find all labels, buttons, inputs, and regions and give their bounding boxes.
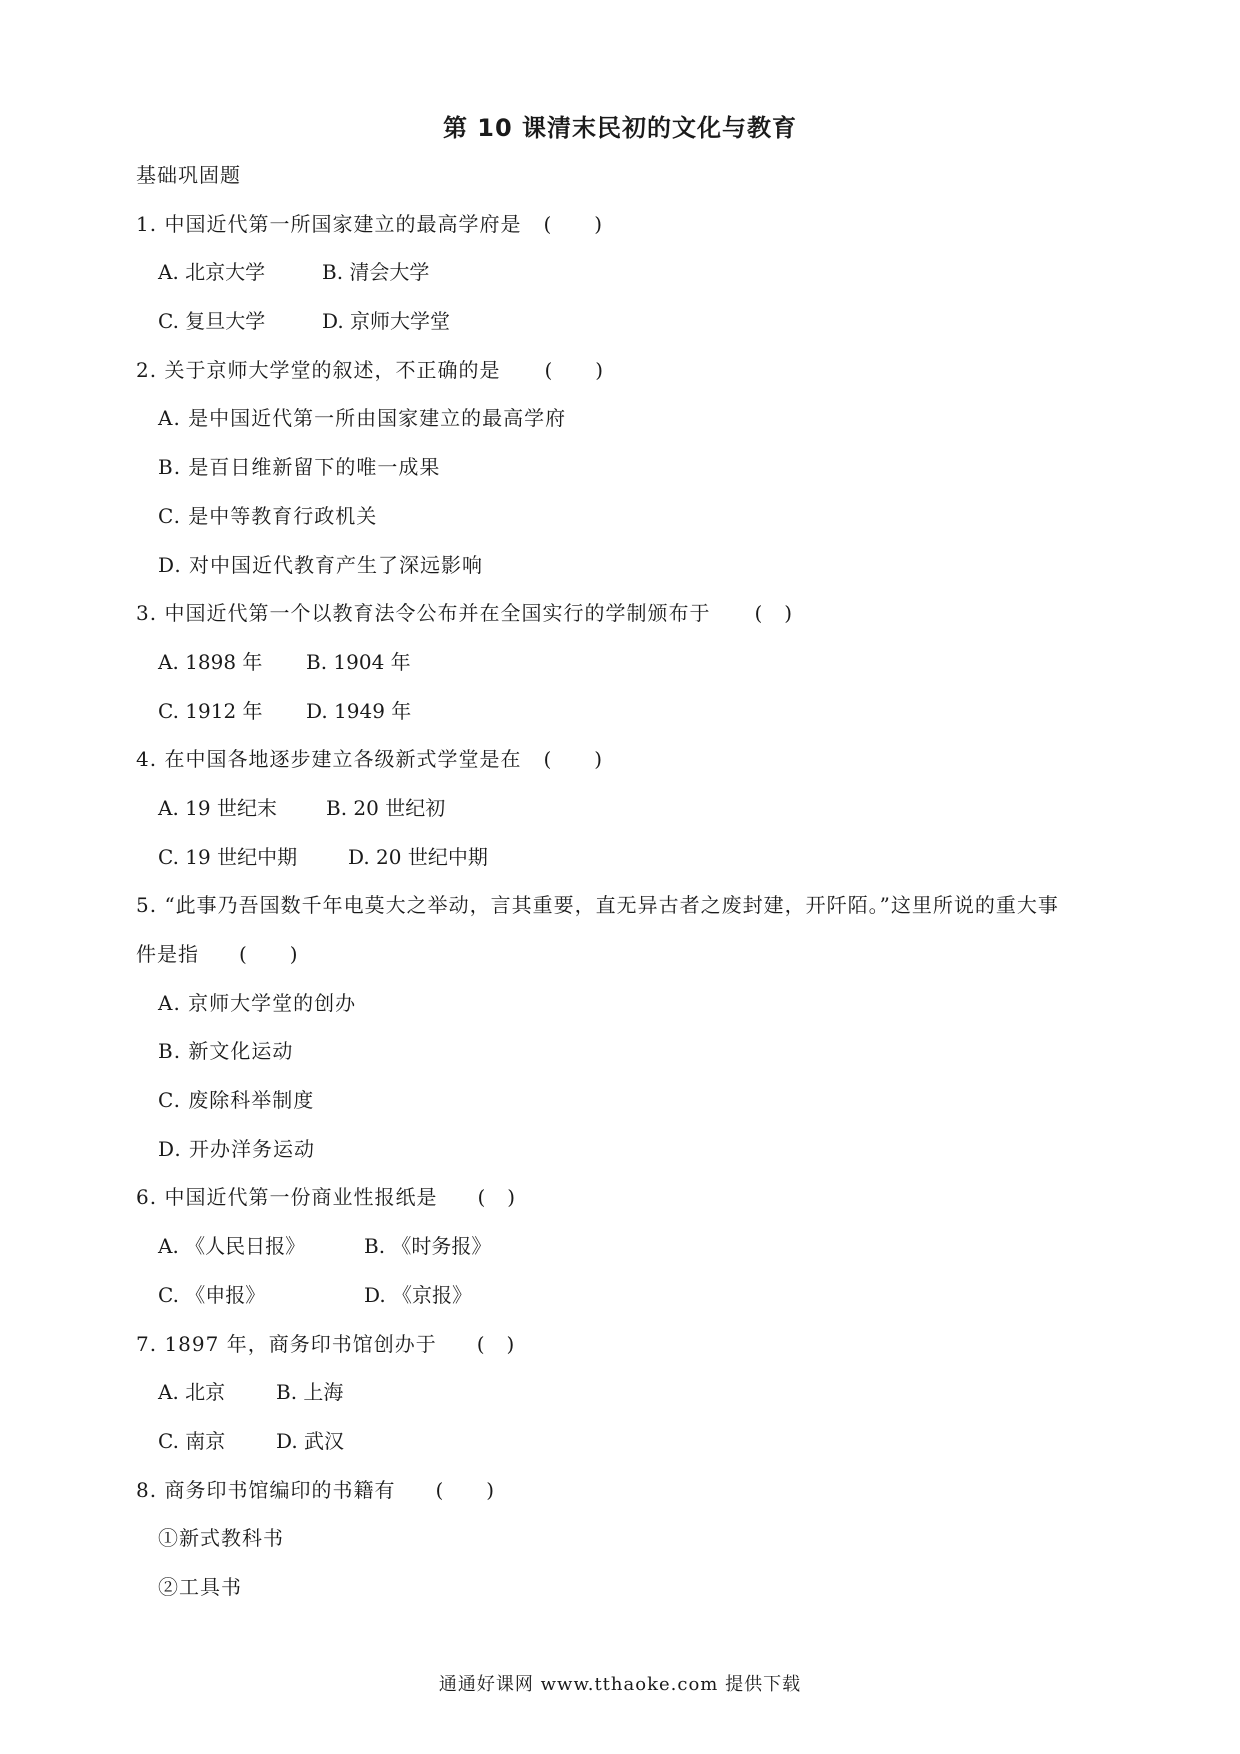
option: A. 北京 — [158, 1380, 226, 1405]
option: D. 武汉 — [276, 1428, 345, 1453]
question-stem: 6. 中国近代第一份商业性报纸是 ( ) — [136, 1179, 1136, 1228]
option-row — [136, 644, 1136, 693]
option: A. 1898 年 — [158, 649, 263, 674]
option: B. 新文化运动 — [158, 1039, 294, 1064]
question-stem: 7. 1897 年，商务印书馆创办于 ( ) — [136, 1326, 1136, 1375]
option: C. 是中等教育行政机关 — [158, 503, 378, 528]
option: D. 《京报》 — [364, 1282, 473, 1307]
answer-blank: ( ) — [435, 1477, 496, 1502]
answer-blank: ( ) — [543, 747, 604, 772]
option: D. 对中国近代教育产生了深远影响 — [158, 552, 484, 577]
option-row — [136, 1228, 1136, 1277]
option: A. 19 世纪末 — [158, 795, 277, 820]
option: D. 1949 年 — [306, 698, 412, 723]
answer-blank: ( ) — [543, 211, 604, 236]
answer-blank: ( ) — [239, 942, 299, 966]
option: C. 19 世纪中期 — [158, 844, 298, 869]
option-row — [136, 1423, 1136, 1472]
option-row — [136, 254, 1136, 303]
option: B. 《时务报》 — [364, 1234, 492, 1259]
section-heading: 基础巩固题 — [136, 163, 241, 187]
option-row — [136, 1374, 1136, 1423]
list-item: ①新式教科书 — [158, 1526, 284, 1551]
option: B. 清会大学 — [322, 260, 430, 285]
option: D. 开办洋务运动 — [158, 1136, 316, 1161]
option: B. 1904 年 — [306, 649, 411, 674]
answer-blank: ( ) — [544, 357, 605, 382]
question-stem: 2. 关于京师大学堂的叙述，不正确的是 ( ) — [136, 352, 1136, 401]
option: A. 是中国近代第一所由国家建立的最高学府 — [158, 406, 567, 431]
option: B. 上海 — [276, 1380, 344, 1405]
list-item: ②工具书 — [158, 1574, 242, 1599]
option: B. 20 世纪初 — [326, 795, 446, 820]
question-stem: 1. 中国近代第一所国家建立的最高学府是 ( ) — [136, 206, 1136, 255]
option: C. 废除科举制度 — [158, 1088, 315, 1113]
question-stem: 8. 商务印书馆编印的书籍有 ( ) — [136, 1472, 1136, 1521]
option: A. 北京大学 — [158, 260, 266, 285]
answer-blank: ( ) — [476, 1331, 516, 1356]
option: B. 是百日维新留下的唯一成果 — [158, 455, 441, 480]
option-row — [136, 303, 1136, 352]
question-list — [136, 157, 1136, 1618]
option: D. 京师大学堂 — [322, 309, 451, 334]
option: C. 南京 — [158, 1428, 226, 1453]
option-row — [136, 1277, 1136, 1326]
question-stem: 5. “此事乃吾国数千年电莫大之举动，言其重要，直无异古者之废封建，开阡陌。”这里所说的重大事 — [136, 893, 1059, 918]
option: A. 京师大学堂的创办 — [158, 990, 357, 1015]
option-row — [136, 839, 1136, 888]
option: C. 1912 年 — [158, 698, 263, 723]
page-title: 第 10 课清末民初的文化与教育 — [442, 114, 798, 142]
option-row — [136, 693, 1136, 742]
option: D. 20 世纪中期 — [348, 844, 488, 869]
option: A. 《人民日报》 — [158, 1234, 306, 1259]
question-stem: 3. 中国近代第一个以教育法令公布并在全国实行的学制颁布于 ( ) — [136, 595, 1136, 644]
answer-blank: ( ) — [477, 1185, 517, 1210]
answer-blank: ( ) — [754, 601, 794, 626]
page-footer: 通通好课网 www.tthaoke.com 提供下载 — [438, 1674, 802, 1695]
question-stem-continued: 件是指 ( ) — [136, 936, 1136, 985]
question-stem: 4. 在中国各地逐步建立各级新式学堂是在 ( ) — [136, 741, 1136, 790]
option: C. 《申报》 — [158, 1282, 266, 1307]
option: C. 复旦大学 — [158, 309, 266, 334]
option-row — [136, 790, 1136, 839]
